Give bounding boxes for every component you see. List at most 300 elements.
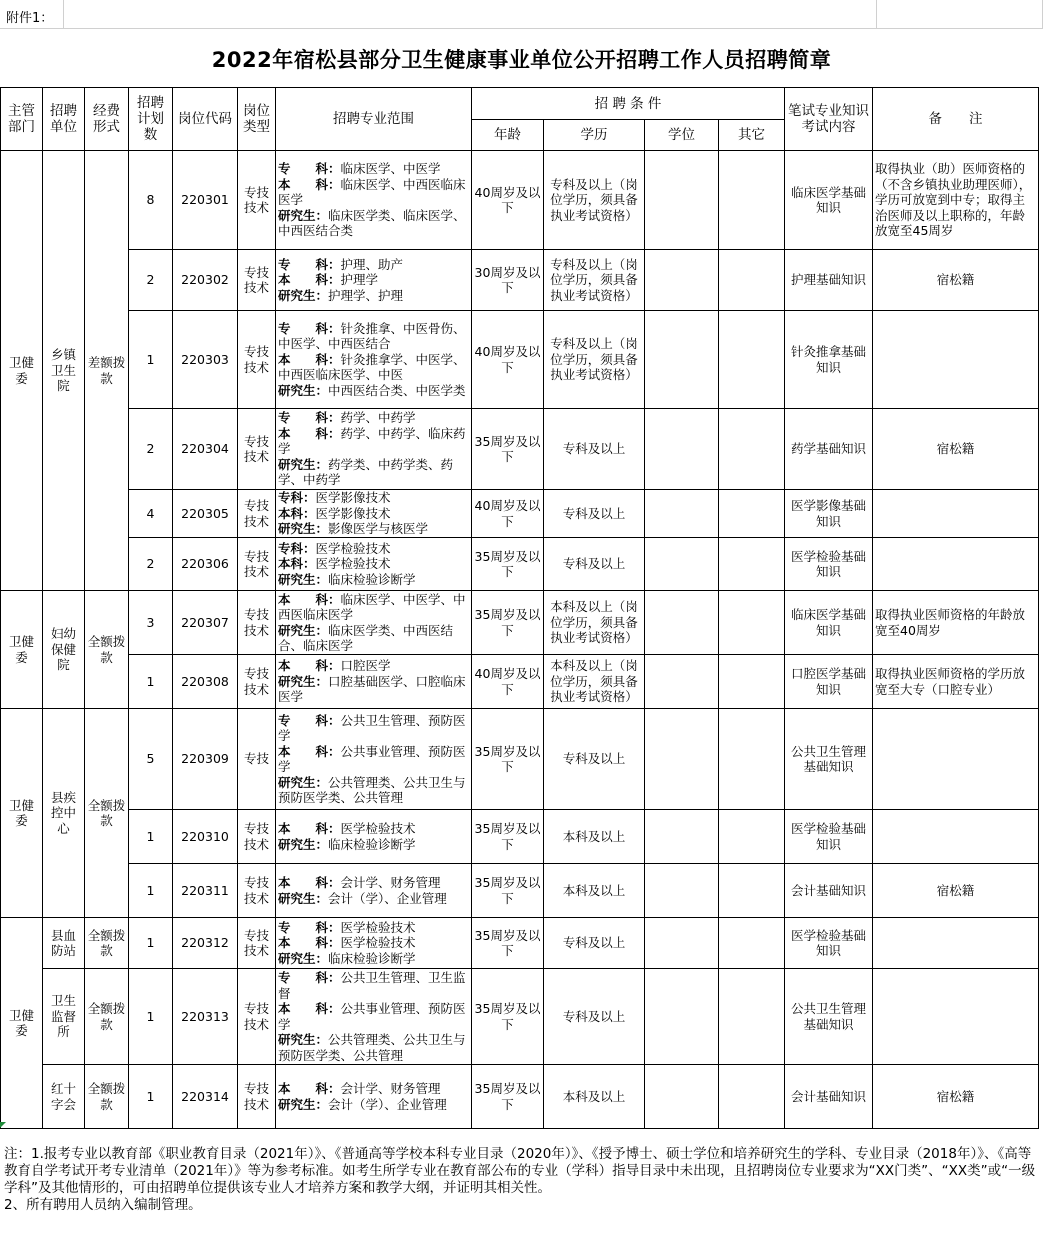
major-line bbox=[278, 383, 469, 399]
major-level: 本 科： bbox=[278, 1001, 341, 1016]
type-cell: 专技技术 bbox=[238, 1065, 276, 1129]
plan-cell: 2 bbox=[129, 538, 173, 591]
attachment-row bbox=[0, 0, 1043, 29]
major-list: 公共管理类、公共卫生与预防医学类、公共管理 bbox=[278, 774, 466, 805]
major-level: 本 科： bbox=[278, 176, 341, 192]
plan-cell: 1 bbox=[129, 810, 173, 864]
table-row bbox=[1, 918, 1039, 969]
exam-cell: 医学检验基础知识 bbox=[785, 810, 873, 864]
major-list: 药学类、中药学类、药学、中药学 bbox=[278, 456, 454, 488]
type-cell: 专技技术 bbox=[238, 655, 276, 709]
age-cell: 35周岁及以下 bbox=[472, 810, 544, 864]
header-major: 招聘专业范围 bbox=[276, 88, 472, 151]
type-cell: 专技技术 bbox=[238, 250, 276, 311]
degree-cell bbox=[645, 490, 719, 538]
major-line bbox=[278, 177, 469, 208]
dept-cell: 卫健委 bbox=[1, 591, 43, 709]
degree-cell bbox=[645, 918, 719, 969]
age-cell: 35周岁及以下 bbox=[472, 1065, 544, 1129]
unit-cell: 红十字会 bbox=[43, 1065, 85, 1129]
other-cell bbox=[719, 655, 785, 709]
major-list: 医学检验技术 bbox=[315, 556, 391, 572]
major-list: 临床医学、中西医临床医学 bbox=[278, 176, 466, 208]
type-cell: 专技技术 bbox=[238, 311, 276, 409]
table-row bbox=[1, 490, 1039, 538]
major-level: 本 科： bbox=[278, 658, 341, 674]
major-list: 临床医学类、临床医学、中西医结合类 bbox=[278, 207, 466, 239]
major-list: 临床检验诊断学 bbox=[328, 836, 416, 852]
type-cell: 专技 bbox=[238, 709, 276, 810]
major-list: 护理、助产 bbox=[340, 256, 404, 272]
age-cell: 35周岁及以下 bbox=[472, 709, 544, 810]
major-cell bbox=[276, 151, 472, 250]
major-line bbox=[278, 288, 469, 304]
funding-cell: 全额拨款 bbox=[85, 709, 129, 918]
header-dept: 主管部门 bbox=[1, 88, 43, 151]
major-line bbox=[278, 935, 469, 951]
table-row bbox=[1, 409, 1039, 490]
type-cell: 专技技术 bbox=[238, 409, 276, 490]
other-cell bbox=[719, 918, 785, 969]
edu-cell: 本科及以上 bbox=[544, 1065, 645, 1129]
major-list: 医学检验技术 bbox=[340, 935, 416, 951]
other-cell bbox=[719, 709, 785, 810]
major-list: 会计（学）、企业管理 bbox=[328, 1096, 447, 1112]
major-list: 公共事业管理、预防医学 bbox=[278, 1001, 466, 1032]
type-cell: 专技技术 bbox=[238, 918, 276, 969]
degree-cell bbox=[645, 151, 719, 250]
major-level: 本 科： bbox=[278, 425, 341, 441]
major-level: 本 科： bbox=[278, 351, 341, 367]
exam-cell: 临床医学基础知识 bbox=[785, 151, 873, 250]
header-edu: 学历 bbox=[544, 120, 645, 151]
degree-cell bbox=[645, 1065, 719, 1129]
type-cell: 专技技术 bbox=[238, 864, 276, 918]
major-cell bbox=[276, 250, 472, 311]
major-list: 临床检验诊断学 bbox=[328, 571, 416, 587]
exam-cell: 口腔医学基础知识 bbox=[785, 655, 873, 709]
other-cell bbox=[719, 1065, 785, 1129]
edu-cell: 本科及以上 bbox=[544, 810, 645, 864]
remark-cell: 宿松籍 bbox=[873, 250, 1039, 311]
header-unit: 招聘单位 bbox=[43, 88, 85, 151]
edu-cell: 专科及以上 bbox=[544, 409, 645, 490]
major-cell bbox=[276, 1065, 472, 1129]
dept-cell: 卫健委 bbox=[1, 151, 43, 591]
major-list: 会计学、财务管理 bbox=[340, 1081, 441, 1096]
type-cell: 专技技术 bbox=[238, 591, 276, 655]
degree-cell bbox=[645, 969, 719, 1065]
major-list: 影像医学与核医学 bbox=[328, 521, 429, 537]
major-list: 公共卫生管理、卫生监督 bbox=[278, 970, 466, 1001]
degree-cell bbox=[645, 864, 719, 918]
degree-cell bbox=[645, 538, 719, 591]
major-level: 研究生： bbox=[278, 1096, 329, 1112]
age-cell: 30周岁及以下 bbox=[472, 250, 544, 311]
major-list: 护理学 bbox=[340, 272, 379, 288]
other-cell bbox=[719, 591, 785, 655]
plan-cell: 1 bbox=[129, 655, 173, 709]
age-cell: 35周岁及以下 bbox=[472, 918, 544, 969]
major-list: 口腔医学 bbox=[340, 658, 391, 674]
degree-cell bbox=[645, 655, 719, 709]
funding-cell: 全额拨款 bbox=[85, 591, 129, 709]
edu-cell: 本科及以上 bbox=[544, 864, 645, 918]
major-line bbox=[278, 457, 469, 488]
table-row bbox=[1, 538, 1039, 591]
major-level: 本 科： bbox=[278, 743, 341, 759]
plan-cell: 3 bbox=[129, 591, 173, 655]
major-line bbox=[278, 161, 469, 177]
major-list: 临床医学、中医学、中西医临床医学 bbox=[278, 591, 466, 622]
major-level: 研究生： bbox=[278, 673, 329, 689]
plan-cell: 2 bbox=[129, 250, 173, 311]
major-list: 公共事业管理、预防医学 bbox=[278, 743, 466, 774]
major-line bbox=[278, 257, 469, 273]
major-level: 专 科： bbox=[278, 256, 341, 272]
major-line bbox=[278, 970, 469, 1001]
code-cell: 220309 bbox=[173, 709, 238, 810]
major-level: 专 科： bbox=[278, 919, 341, 935]
major-level: 本 科： bbox=[278, 591, 341, 607]
unit-cell: 妇幼保健院 bbox=[43, 591, 85, 709]
other-cell bbox=[719, 864, 785, 918]
major-list: 临床检验诊断学 bbox=[328, 950, 416, 966]
degree-cell bbox=[645, 709, 719, 810]
major-list: 临床医学、中医学 bbox=[340, 161, 441, 177]
code-cell: 220303 bbox=[173, 311, 238, 409]
plan-cell: 4 bbox=[129, 490, 173, 538]
degree-cell bbox=[645, 311, 719, 409]
code-cell: 220312 bbox=[173, 918, 238, 969]
major-line bbox=[278, 674, 469, 705]
major-list: 药学、中药学、临床药学 bbox=[278, 425, 466, 457]
dept-cell: 卫健委 bbox=[1, 709, 43, 918]
major-line bbox=[278, 775, 469, 806]
table-row bbox=[1, 311, 1039, 409]
major-level: 本 科： bbox=[278, 821, 341, 836]
major-level: 专 科： bbox=[278, 320, 341, 336]
degree-cell bbox=[645, 409, 719, 490]
table-row bbox=[1, 655, 1039, 709]
major-level: 研究生： bbox=[278, 622, 329, 638]
major-line bbox=[278, 951, 469, 967]
other-cell bbox=[719, 810, 785, 864]
major-list: 医学检验技术 bbox=[340, 821, 416, 836]
major-list: 公共卫生管理、预防医学 bbox=[278, 712, 466, 743]
major-line bbox=[278, 426, 469, 457]
major-level: 研究生： bbox=[278, 774, 329, 790]
major-level: 研究生： bbox=[278, 521, 329, 537]
major-line bbox=[278, 837, 469, 853]
remark-cell bbox=[873, 969, 1039, 1065]
table-row bbox=[1, 591, 1039, 655]
major-list: 医学影像技术 bbox=[315, 505, 391, 521]
remark-cell bbox=[873, 490, 1039, 538]
major-line bbox=[278, 521, 469, 537]
cell-marker bbox=[0, 1122, 6, 1128]
remark-cell: 取得执业医师资格的年龄放宽至40周岁 bbox=[873, 591, 1039, 655]
edu-cell: 专科及以上 bbox=[544, 538, 645, 591]
edu-cell: 本科及以上（岗位学历，须具备执业考试资格） bbox=[544, 591, 645, 655]
major-cell bbox=[276, 490, 472, 538]
remark-cell bbox=[873, 538, 1039, 591]
major-line bbox=[278, 623, 469, 654]
table-row bbox=[1, 864, 1039, 918]
age-cell: 35周岁及以下 bbox=[472, 409, 544, 490]
header-remark: 备 注 bbox=[873, 88, 1039, 151]
remark-cell: 取得执业医师资格的学历放宽至大专（口腔专业） bbox=[873, 655, 1039, 709]
major-line bbox=[278, 1097, 469, 1113]
header-exam: 笔试专业知识考试内容 bbox=[785, 88, 873, 151]
exam-cell: 公共卫生管理基础知识 bbox=[785, 969, 873, 1065]
major-line bbox=[278, 410, 469, 426]
blank-cell bbox=[876, 0, 1043, 29]
other-cell bbox=[719, 969, 785, 1065]
major-level: 研究生： bbox=[278, 1032, 329, 1047]
note-1: 注：1.报考专业以教育部《职业教育目录（2021年）》、《普通高等学校本科专业目录（2020年）》、《授予博士、硕士学位和培养研究生的学科、专业目录（2018年）》、《高等教育自学考试开考专业清单（2021年）》等为参考标准。如考生所学专业在教育部公布的专业（学科）指导目录中未出现，且招聘岗位专业要求为“XX门类”、“XX类”或“一级学科”及其他情形的，可由招聘单位提供该专业人才培养方案和教学大纲，并证明其相关性。 bbox=[4, 1146, 1036, 1196]
type-cell: 专技技术 bbox=[238, 538, 276, 591]
funding-cell: 全额拨款 bbox=[85, 1065, 129, 1129]
plan-cell: 2 bbox=[129, 409, 173, 490]
unit-cell: 县血防站 bbox=[43, 918, 85, 969]
major-line bbox=[278, 920, 469, 936]
major-list: 会计（学）、企业管理 bbox=[328, 890, 447, 906]
remark-cell: 宿松籍 bbox=[873, 409, 1039, 490]
major-level: 研究生： bbox=[278, 287, 329, 303]
major-level: 研究生： bbox=[278, 890, 329, 906]
major-level: 专 科： bbox=[278, 712, 341, 728]
plan-cell: 1 bbox=[129, 918, 173, 969]
age-cell: 35周岁及以下 bbox=[472, 538, 544, 591]
type-cell: 专技技术 bbox=[238, 810, 276, 864]
major-level: 研究生： bbox=[278, 950, 329, 966]
edu-cell: 专科及以上（岗位学历，须具备执业考试资格） bbox=[544, 250, 645, 311]
age-cell: 35周岁及以下 bbox=[472, 969, 544, 1065]
code-cell: 220304 bbox=[173, 409, 238, 490]
major-line bbox=[278, 506, 469, 522]
remark-cell: 宿松籍 bbox=[873, 864, 1039, 918]
major-level: 本 科： bbox=[278, 272, 341, 288]
code-cell: 220306 bbox=[173, 538, 238, 591]
major-cell bbox=[276, 864, 472, 918]
header-age: 年龄 bbox=[472, 120, 544, 151]
major-level: 本 科： bbox=[278, 875, 341, 890]
major-level: 本 科： bbox=[278, 935, 341, 951]
major-level: 研究生： bbox=[278, 571, 329, 587]
plan-cell: 5 bbox=[129, 709, 173, 810]
major-line bbox=[278, 321, 469, 352]
note-2: 2、所有聘用人员纳入编制管理。 bbox=[4, 1197, 202, 1213]
edu-cell: 专科及以上 bbox=[544, 918, 645, 969]
code-cell: 220313 bbox=[173, 969, 238, 1065]
recruitment-table bbox=[0, 87, 1039, 1129]
unit-cell: 卫生监督所 bbox=[43, 969, 85, 1065]
exam-cell: 会计基础知识 bbox=[785, 1065, 873, 1129]
major-line bbox=[278, 272, 469, 288]
exam-cell: 临床医学基础知识 bbox=[785, 591, 873, 655]
code-cell: 220307 bbox=[173, 591, 238, 655]
major-list: 中西医结合类、中医学类 bbox=[328, 382, 466, 398]
major-line bbox=[278, 541, 469, 557]
header-code: 岗位代码 bbox=[173, 88, 238, 151]
major-list: 医学检验技术 bbox=[315, 540, 391, 556]
major-level: 专科： bbox=[278, 490, 316, 506]
age-cell: 40周岁及以下 bbox=[472, 311, 544, 409]
type-cell: 专技技术 bbox=[238, 151, 276, 250]
major-list: 口腔基础医学、口腔临床医学 bbox=[278, 673, 466, 705]
major-line bbox=[278, 556, 469, 572]
plan-cell: 1 bbox=[129, 864, 173, 918]
table-row bbox=[1, 151, 1039, 250]
other-cell bbox=[719, 250, 785, 311]
major-list: 医学影像技术 bbox=[315, 490, 391, 506]
remark-cell: 取得执业（助）医师资格的（不含乡镇执业助理医师），学历可放宽到中专；取得主治医师及以上职称的，年龄放宽至45周岁 bbox=[873, 151, 1039, 250]
age-cell: 35周岁及以下 bbox=[472, 864, 544, 918]
dept-cell: 卫健委 bbox=[1, 918, 43, 1129]
age-cell: 35周岁及以下 bbox=[472, 591, 544, 655]
remark-cell bbox=[873, 709, 1039, 810]
exam-cell: 针灸推拿基础知识 bbox=[785, 311, 873, 409]
table-row bbox=[1, 250, 1039, 311]
header-plan: 招聘计划数 bbox=[129, 88, 173, 151]
degree-cell bbox=[645, 250, 719, 311]
code-cell: 220310 bbox=[173, 810, 238, 864]
major-line bbox=[278, 658, 469, 674]
major-cell bbox=[276, 409, 472, 490]
other-cell bbox=[719, 538, 785, 591]
major-level: 专科： bbox=[278, 540, 316, 556]
major-list: 针灸推拿学、中医学、中西医临床医学、中医 bbox=[278, 351, 466, 383]
major-line bbox=[278, 572, 469, 588]
remark-cell: 宿松籍 bbox=[873, 1065, 1039, 1129]
major-cell bbox=[276, 538, 472, 591]
major-cell bbox=[276, 591, 472, 655]
major-line bbox=[278, 713, 469, 744]
major-list: 医学检验技术 bbox=[340, 919, 416, 935]
remark-cell bbox=[873, 810, 1039, 864]
major-line bbox=[278, 744, 469, 775]
funding-cell: 全额拨款 bbox=[85, 969, 129, 1065]
major-line bbox=[278, 1081, 469, 1097]
major-line bbox=[278, 891, 469, 907]
major-cell bbox=[276, 311, 472, 409]
major-list: 护理学、护理 bbox=[328, 287, 404, 303]
header-funding: 经费形式 bbox=[85, 88, 129, 151]
other-cell bbox=[719, 409, 785, 490]
edu-cell: 专科及以上 bbox=[544, 969, 645, 1065]
plan-cell: 1 bbox=[129, 1065, 173, 1129]
remark-cell bbox=[873, 311, 1039, 409]
major-list: 针灸推拿、中医骨伤、中医学、中西医结合 bbox=[278, 320, 466, 352]
other-cell bbox=[719, 151, 785, 250]
code-cell: 220314 bbox=[173, 1065, 238, 1129]
attachment-label: 附件1： bbox=[6, 11, 54, 26]
edu-cell: 专科及以上 bbox=[544, 709, 645, 810]
table-row bbox=[1, 810, 1039, 864]
major-cell bbox=[276, 655, 472, 709]
major-level: 本 科： bbox=[278, 1081, 341, 1096]
exam-cell: 医学检验基础知识 bbox=[785, 538, 873, 591]
major-list: 药学、中药学 bbox=[340, 410, 416, 426]
major-line bbox=[278, 592, 469, 623]
major-level: 专 科： bbox=[278, 161, 341, 177]
age-cell: 40周岁及以下 bbox=[472, 490, 544, 538]
major-line bbox=[278, 490, 469, 506]
major-list: 公共管理类、公共卫生与预防医学类、公共管理 bbox=[278, 1032, 466, 1063]
edu-cell: 专科及以上 bbox=[544, 490, 645, 538]
funding-cell: 全额拨款 bbox=[85, 918, 129, 969]
major-level: 本科： bbox=[278, 556, 316, 572]
exam-cell: 医学检验基础知识 bbox=[785, 918, 873, 969]
edu-cell: 专科及以上（岗位学历，须具备执业考试资格） bbox=[544, 151, 645, 250]
header-conditions: 招 聘 条 件 bbox=[472, 88, 785, 120]
major-line bbox=[278, 821, 469, 837]
exam-cell: 医学影像基础知识 bbox=[785, 490, 873, 538]
code-cell: 220308 bbox=[173, 655, 238, 709]
major-level: 专 科： bbox=[278, 970, 341, 985]
code-cell: 220311 bbox=[173, 864, 238, 918]
exam-cell: 药学基础知识 bbox=[785, 409, 873, 490]
age-cell: 40周岁及以下 bbox=[472, 655, 544, 709]
major-line bbox=[278, 1001, 469, 1032]
exam-cell: 护理基础知识 bbox=[785, 250, 873, 311]
major-level: 研究生： bbox=[278, 207, 329, 223]
major-line bbox=[278, 208, 469, 239]
code-cell: 220301 bbox=[173, 151, 238, 250]
other-cell bbox=[719, 311, 785, 409]
exam-cell: 会计基础知识 bbox=[785, 864, 873, 918]
major-list: 会计学、财务管理 bbox=[340, 875, 441, 890]
major-level: 研究生： bbox=[278, 382, 329, 398]
unit-cell: 县疾控中心 bbox=[43, 709, 85, 918]
major-line bbox=[278, 1032, 469, 1063]
page-title: 2022年宿松县部分卫生健康事业单位公开招聘工作人员招聘简章 bbox=[211, 48, 832, 72]
edu-cell: 专科及以上（岗位学历，须具备执业考试资格） bbox=[544, 311, 645, 409]
plan-cell: 1 bbox=[129, 969, 173, 1065]
major-level: 研究生： bbox=[278, 456, 329, 472]
unit-cell: 乡镇卫生院 bbox=[43, 151, 85, 591]
major-cell bbox=[276, 918, 472, 969]
table-row bbox=[1, 709, 1039, 810]
other-cell bbox=[719, 490, 785, 538]
exam-cell: 公共卫生管理基础知识 bbox=[785, 709, 873, 810]
edu-cell: 本科及以上（岗位学历，须具备执业考试资格） bbox=[544, 655, 645, 709]
major-level: 专 科： bbox=[278, 410, 341, 426]
major-cell bbox=[276, 810, 472, 864]
notes bbox=[4, 1146, 1039, 1214]
header-other: 其它 bbox=[719, 120, 785, 151]
plan-cell: 1 bbox=[129, 311, 173, 409]
major-list: 临床医学类、中西医结合、临床医学 bbox=[278, 622, 454, 653]
header-type: 岗位类型 bbox=[238, 88, 276, 151]
major-level: 研究生： bbox=[278, 836, 329, 852]
remark-cell bbox=[873, 918, 1039, 969]
age-cell: 40周岁及以下 bbox=[472, 151, 544, 250]
blank-cell bbox=[63, 0, 877, 29]
degree-cell bbox=[645, 810, 719, 864]
major-line bbox=[278, 352, 469, 383]
table-row bbox=[1, 1065, 1039, 1129]
degree-cell bbox=[645, 591, 719, 655]
major-cell bbox=[276, 709, 472, 810]
plan-cell: 8 bbox=[129, 151, 173, 250]
funding-cell: 差额拨款 bbox=[85, 151, 129, 591]
code-cell: 220305 bbox=[173, 490, 238, 538]
major-cell bbox=[276, 969, 472, 1065]
code-cell: 220302 bbox=[173, 250, 238, 311]
major-level: 本科： bbox=[278, 505, 316, 521]
